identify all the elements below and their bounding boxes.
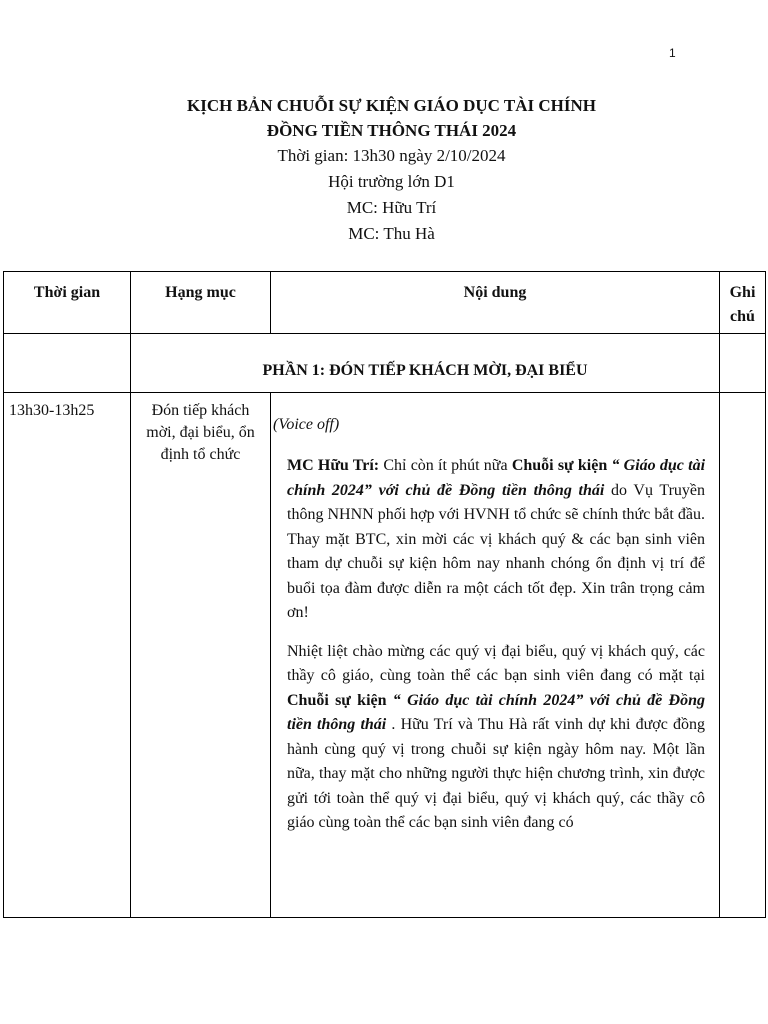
document-header [0,93,768,247]
event-venue: Hội trường lớn D1 [328,172,455,191]
row-time: 13h30-13h25 [4,393,131,918]
event-time: Thời gian: 13h30 ngày 2/10/2024 [277,146,506,165]
section-empty-cell [4,334,131,393]
voice-off-label: (Voice off) [273,416,340,433]
section-row [4,334,766,393]
title-line-2: ĐỒNG TIỀN THÔNG THÁI 2024 [266,121,517,140]
header-time: Thời gian [4,272,131,334]
section-title: PHẦN 1: ĐÓN TIẾP KHÁCH MỜI, ĐẠI BIỂU [131,334,720,393]
p1-bold-1: Chuỗi sự kiện [511,457,608,474]
row-notes [720,393,766,918]
p2-text-2: . Hữu Trí và Thu Hà rất vinh dự khi được đồng hành cùng quý vị trong chuỗi sự kiện ngày hôm nay. Một lần nữa, thay mặt cho những người thực hiện chương trình, xin được gửi tới toàn thể quý vị đại biểu, quý vị khách quý, các thầy cô giáo cùng toàn thể các bạn sinh viên đang có [287,716,705,831]
header-category: Hạng mục [131,272,271,334]
content-paragraph-1 [287,454,705,626]
p1-text-1: Chỉ còn ít phút nữa [379,457,512,474]
row-category: Đón tiếp khách mời, đại biểu, ổn định tổ chức [131,393,271,918]
schedule-table [3,271,766,918]
page-number: 1 [669,46,676,60]
table-row [4,393,766,918]
mc-1: MC: Hữu Trí [346,198,437,217]
speaker-label: MC Hữu Trí: [287,457,380,474]
content-paragraph-2 [287,640,705,836]
table-header-row [4,272,766,334]
p1-bold-italic-1: “ Giáo dục tài chính 2024” với chủ đề Đồng tiền thông thái [287,457,705,499]
p2-bold-1: Chuỗi sự kiện [287,691,387,709]
mc-2: MC: Thu Hà [348,224,435,243]
p1-text-2: do Vụ Truyền thông NHNN phối hợp với HVNH tổ chức sẽ chính thức bắt đầu. Thay mặt BTC, xin mời các vị khách quý & các bạn sinh viên tham dự chuỗi sự kiện hôm nay nhanh chóng ổn định vị trí để buổi tọa đàm được diễn ra một cách tốt đẹp. Xin trân trọng cảm ơn! [287,481,705,621]
title-line-1: KỊCH BẢN CHUỖI SỰ KIỆN GIÁO DỤC TÀI CHÍNH [187,96,596,115]
p2-bold-italic-1: “ Giáo dục tài chính 2024” với chủ đề Đồng tiền thông thái [287,691,705,733]
header-notes: Ghi chú [720,272,766,334]
p2-text-1: Nhiệt liệt chào mừng các quý vị đại biểu, quý vị khách quý, các thầy cô giáo, cùng toàn thể các bạn sinh viên đang có mặt tại [287,642,705,684]
section-notes-cell [720,334,766,393]
row-content [271,393,720,918]
header-content: Nội dung [271,272,720,334]
